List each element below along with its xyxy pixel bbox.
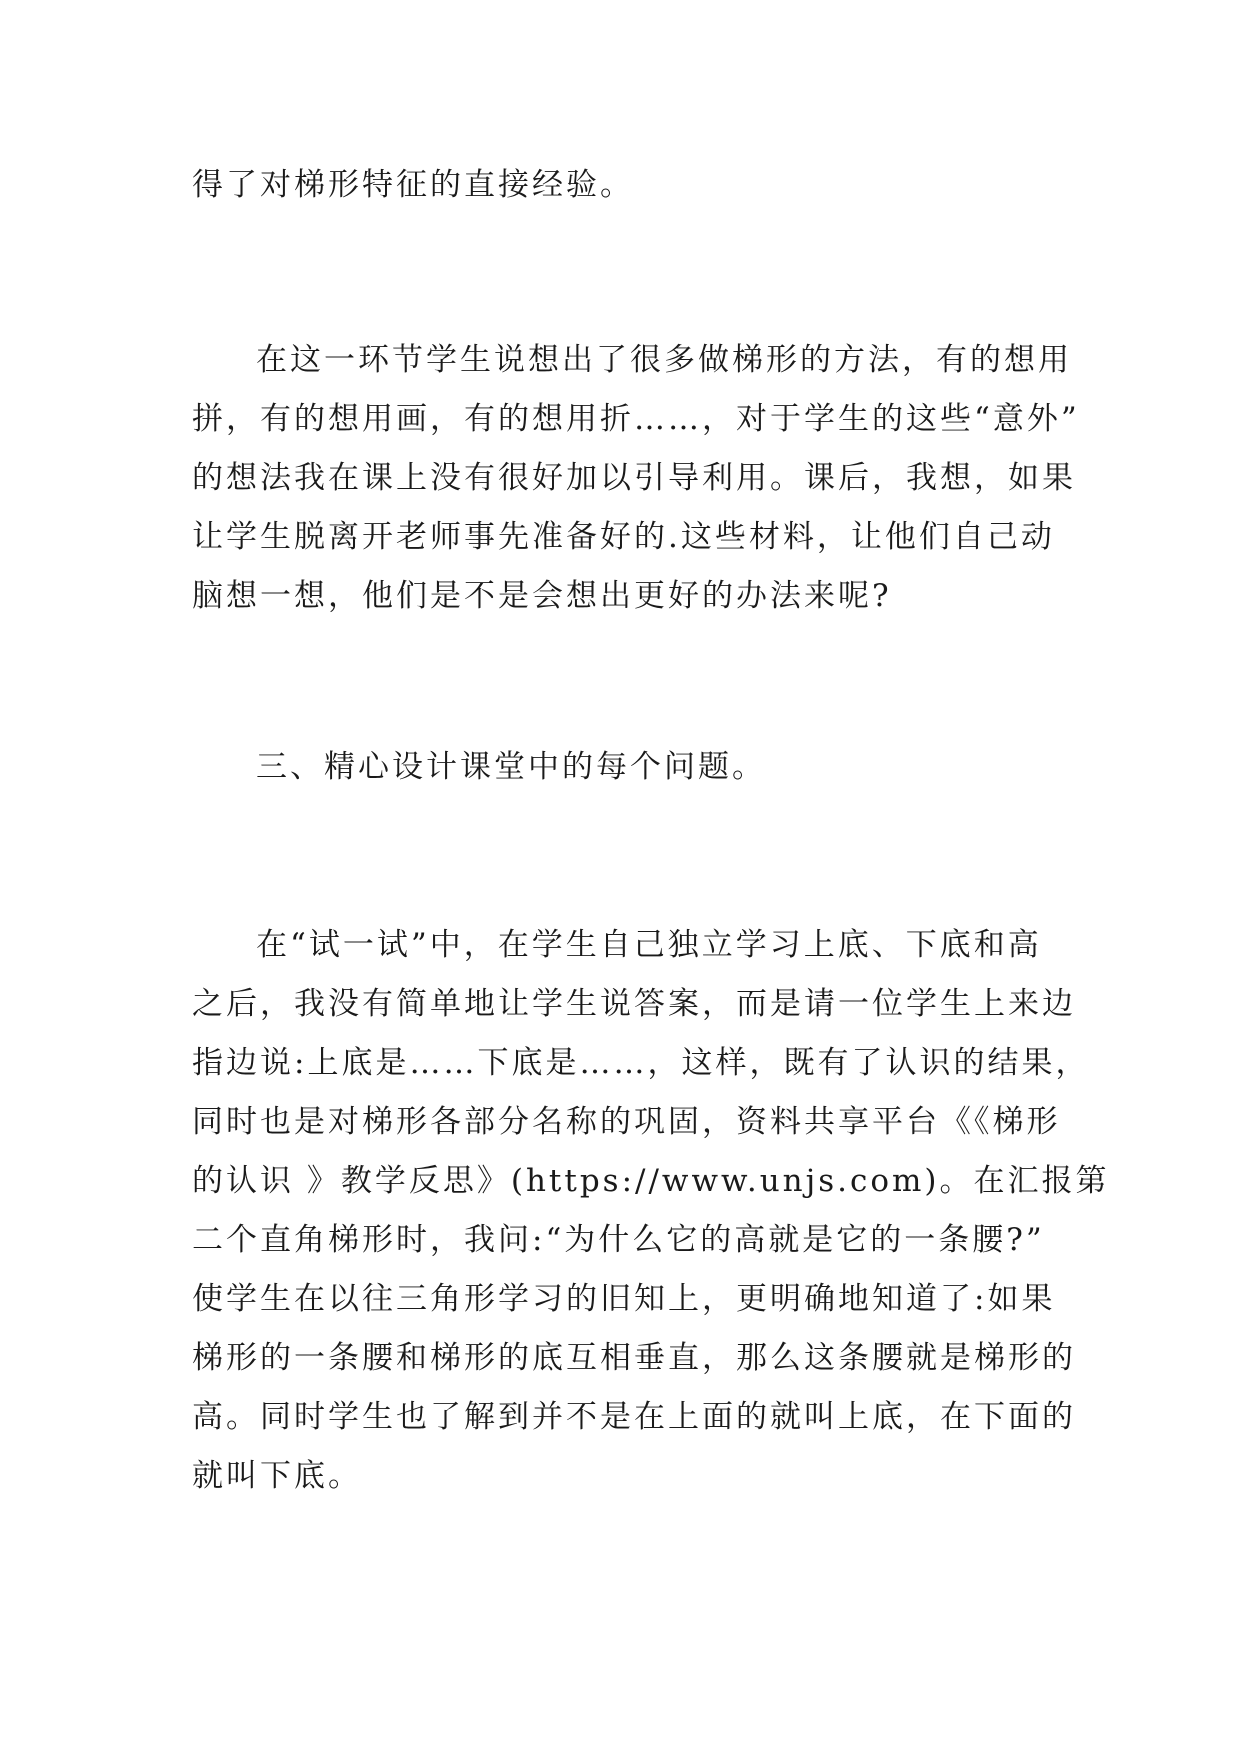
text-line: 二个直角梯形时，我问:“为什么它的高就是它的一条腰?”	[192, 1222, 1045, 1258]
text-line: 的想法我在课上没有很好加以引导利用。课后，我想，如果	[192, 460, 1076, 496]
text-line: 拼，有的想用画，有的想用折……，对于学生的这些“意外”	[192, 401, 1080, 437]
text-line: 就叫下底。	[192, 1458, 362, 1494]
text-line: 梯形的一条腰和梯形的底互相垂直，那么这条腰就是梯形的	[192, 1340, 1076, 1376]
section-heading	[192, 738, 1052, 797]
text-line: 得了对梯形特征的直接经验。	[192, 167, 634, 203]
text-line: 让学生脱离开老师事先准备好的.这些材料，让他们自己动	[192, 519, 1055, 555]
text-line: 三、精心设计课堂中的每个问题。	[256, 749, 766, 785]
text-line: 在“试一试”中，在学生自己独立学习上底、下底和高	[256, 927, 1042, 963]
paragraph-methods	[192, 331, 1080, 626]
text-line: 的认识 》教学反思》(https://www.unjs.com)。在汇报第	[192, 1163, 1110, 1199]
text-line: 之后，我没有简单地让学生说答案，而是请一位学生上来边	[192, 986, 1076, 1022]
paragraph-continuation	[192, 156, 1052, 215]
paragraph-questions	[192, 916, 1110, 1506]
text-line: 脑想一想，他们是不是会想出更好的办法来呢?	[192, 578, 892, 614]
text-line: 高。同时学生也了解到并不是在上面的就叫上底，在下面的	[192, 1399, 1076, 1435]
text-line: 在这一环节学生说想出了很多做梯形的方法，有的想用	[256, 342, 1072, 378]
text-line: 指边说:上底是……下底是……，这样，既有了认识的结果，	[192, 1045, 1090, 1081]
text-line: 使学生在以往三角形学习的旧知上，更明确地知道了:如果	[192, 1281, 1056, 1317]
text-line: 同时也是对梯形各部分名称的巩固，资料共享平台《《梯形	[192, 1104, 1061, 1140]
